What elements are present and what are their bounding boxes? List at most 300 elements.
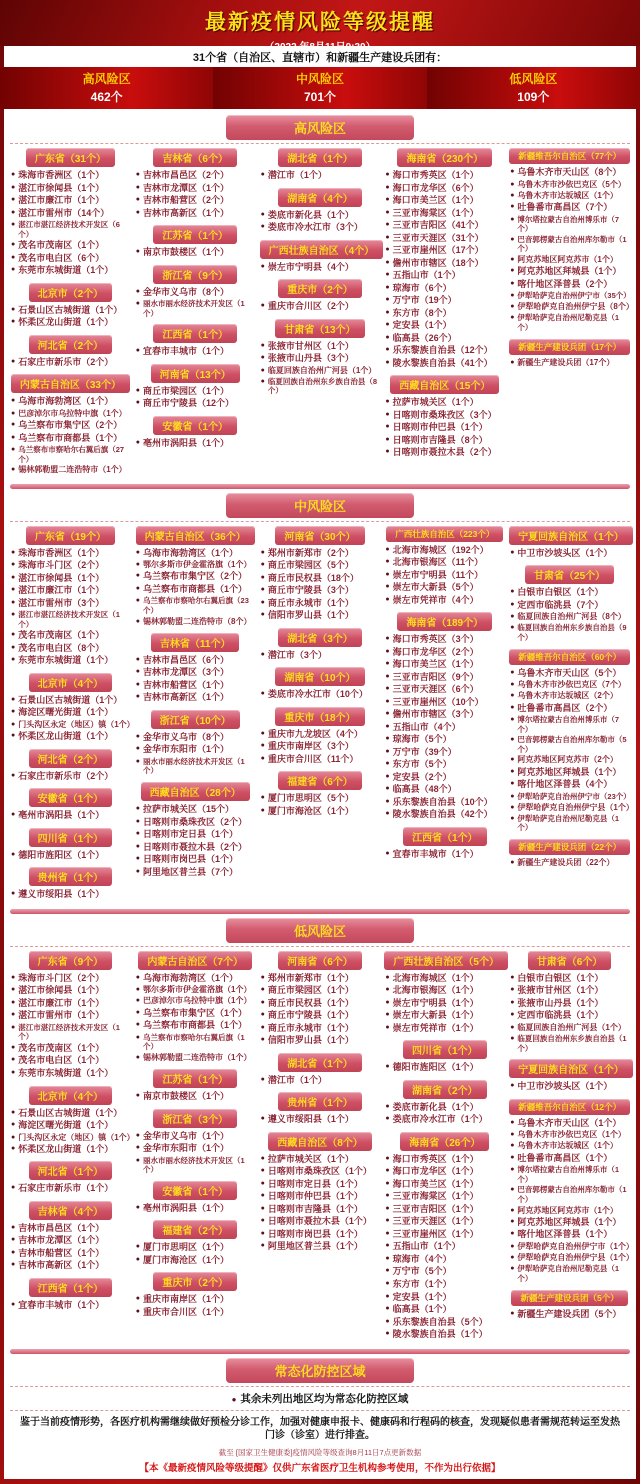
region-item-text: 伊犁哈萨克自治州伊宁县（1个） [517,802,634,812]
region-item-text: 三亚市崖州区（17个） [392,245,484,256]
bullet-icon: ● [260,1154,265,1162]
region-item [509,1241,634,1252]
bullet-icon: ● [260,1167,265,1175]
region-item [384,320,505,332]
region-item-text: 伊犁哈萨克自治州伊宁市（23个） [517,791,631,801]
region-item [384,1023,505,1035]
region-item-text: 三亚市天涯区（6个） [392,684,479,695]
region-item-text: 乌兰察布市商都县（1个） [143,1020,248,1031]
bullet-icon: ● [11,1121,16,1129]
region-item [10,1183,131,1195]
region-item-text: 崇左市宁明县（1个） [392,997,479,1008]
region-list [10,357,131,369]
province-group [260,771,381,817]
column [260,951,381,1347]
region-item [260,806,381,818]
region-item-text: 万宁市（39个） [392,746,457,757]
region-item-text: 宜春市丰城市（1个） [392,848,479,859]
province-group [260,628,381,662]
region-item [135,195,256,207]
region-item-text: 娄底市冷水江市（10个） [267,689,368,700]
region-item [10,208,131,220]
bullet-icon: ● [135,668,141,676]
region-item [10,445,131,464]
province-header: 福建省（2个） [153,1220,237,1239]
bullet-icon: ● [260,806,265,814]
column [509,951,634,1347]
province-group [509,148,634,333]
bullet-icon: ● [135,584,141,592]
region-item-text: 陵水黎族自治县（1个） [392,1329,488,1340]
bullet-icon: ● [135,1092,141,1100]
region-item [135,757,256,776]
header-banner [0,0,640,53]
bullet-icon: ● [510,1153,515,1161]
province-group [509,839,630,868]
bullet-icon: ● [11,573,16,581]
bullet-icon: ● [510,1118,515,1126]
region-item [384,447,505,459]
column [10,148,131,482]
region-item-text: 白银市白银区（1个） [517,587,604,598]
province-group [260,279,381,313]
region-item [384,973,505,985]
region-item [260,598,381,610]
bullet-icon: ● [510,668,515,676]
province-group [10,335,131,369]
region-list [10,850,131,862]
region-item-text: 拉萨市城关区（1个） [267,1153,354,1164]
bullet-icon: ● [260,1229,265,1237]
region-item [384,985,505,997]
region-item-text: 东莞市东城街道（1个） [18,655,114,666]
region-list [509,1309,630,1321]
province-group [384,148,505,369]
region-item-text: 娄底市冷水江市（3个） [267,222,363,233]
bullet-icon: ● [385,333,390,341]
bullet-icon: ● [385,1267,390,1275]
bullet-icon: ● [135,548,141,556]
bullet-icon: ● [385,1229,390,1237]
bullet-icon: ● [11,466,16,474]
column [260,148,381,482]
region-item-text: 乌海市海勃湾区（1个） [18,396,114,407]
region-item [384,709,505,721]
province-group [135,324,256,358]
region-item-text: 茂名市茂南区（1个） [18,1042,105,1053]
bullet-icon: ● [385,998,390,1006]
region-item [509,767,630,779]
region-item [509,548,630,560]
bullet-icon: ● [385,660,390,668]
bullet-icon: ● [11,446,16,454]
bullet-icon: ● [385,1279,390,1287]
bullet-icon: ● [510,314,515,322]
region-item-text: 珠海市斗门区（2个） [18,972,105,983]
region-item-text: 临夏回族自治州东乡族自治县（1个） [517,1034,627,1053]
bullet-icon: ● [510,548,515,556]
region-list [10,1300,131,1312]
region-list [10,548,131,667]
region-item-text: 石景山区古城街道（1个） [18,1107,123,1118]
region-item-text: 石家庄市新乐市（2个） [18,356,114,367]
region-item [384,582,505,594]
region-item-text: 珠海市斗门区（2个） [18,560,105,571]
province-header: 湖北省（1个） [278,1053,362,1072]
bullet-icon: ● [260,598,265,606]
region-item-text: 琼海市（5个） [392,734,452,745]
region-item-text: 万宁市（19个） [392,295,457,306]
region-item [260,585,381,597]
region-item-text: 北海市海城区（192个） [392,544,489,555]
bullet-icon: ● [510,267,515,275]
bullet-icon: ● [231,1394,237,1404]
province-header: 安徽省（1个） [29,788,113,807]
region-item-text: 日喀则市吉隆县（8个） [392,434,488,445]
bullet-icon: ● [11,1261,16,1269]
region-item [10,170,131,182]
bullet-icon: ● [385,986,390,994]
stat-count: 462个 [90,90,123,104]
region-item [260,1010,381,1022]
region-item [509,1264,630,1283]
region-item-text: 茂名市茂南区（1个） [18,630,105,641]
province-header: 湖南省（2个） [403,1080,487,1099]
bullet-icon: ● [260,1011,265,1019]
bullet-icon: ● [135,855,141,863]
region-list [10,973,131,1080]
bullet-icon: ● [135,183,141,191]
region-item-text: 湛江市雷州市（3个） [18,597,105,608]
province-header: 海南省（189个） [397,612,492,631]
region-item [260,1204,381,1216]
province-header: 新疆维吾尔自治区（60个） [509,649,630,665]
region-item [384,809,505,821]
province-group [135,710,256,776]
bullet-icon: ● [135,693,141,701]
region-item [384,1279,505,1291]
bullet-icon: ● [510,998,515,1006]
region-item-text: 遵义市绥阳县（1个） [18,889,105,900]
bullet-icon: ● [510,588,515,596]
region-item [509,215,630,234]
region-item-text: 湛江市徐闻县（1个） [18,985,105,996]
region-item-text: 茂名市电白区（6个） [18,252,105,263]
region-item [384,258,505,270]
region-item-text: 商丘市宁陵县（3个） [267,585,354,596]
region-item [509,735,630,754]
region-item-text: 琼海市（6个） [392,282,452,293]
region-item-text: 湛江市湛江经济技术开发区（6个） [18,220,120,239]
column [509,148,634,482]
bullet-icon: ● [385,296,390,304]
region-item [509,167,630,179]
region-list [135,548,256,627]
province-group [135,225,256,259]
bullet-icon: ● [510,859,515,867]
region-item [10,265,131,277]
province-group [509,565,630,642]
region-item-text: 宜春市丰城市（1个） [18,1299,105,1310]
bullet-icon: ● [385,545,390,553]
region-list [135,1203,256,1215]
province-header: 河北省（1个） [29,1161,113,1180]
region-item [10,985,131,997]
region-item [135,1242,256,1254]
region-item [135,170,256,182]
bullet-icon: ● [510,792,515,800]
column [384,148,505,482]
region-item-text: 临夏回族自治州东乡族自治县（8个） [267,376,377,396]
region-item [384,1229,505,1241]
region-item-text: 石景山区古城街道（1个） [18,304,123,315]
bullet-icon: ● [510,1023,515,1031]
province-header: 吉林省（4个） [29,1201,113,1220]
region-item-text: 湛江市廉江市（1个） [18,997,105,1008]
region-item [384,345,505,357]
region-item-text: 信阳市罗山县（1个） [267,1035,354,1046]
region-item-text: 三亚市吉阳区（9个） [392,671,479,682]
region-item [260,998,381,1010]
stat-count: 109个 [517,90,550,104]
region-item [135,617,256,627]
region-item-text: 日喀则市吉隆县（1个） [267,1203,363,1214]
province-header: 贵州省（1个） [278,1092,362,1111]
province-group [10,828,131,862]
region-item [384,1062,505,1074]
region-item-text: 怀柔区龙山街道（1个） [18,731,114,742]
region-item-text: 海口市龙华区（6个） [392,182,479,193]
bullet-icon: ● [135,1203,141,1211]
region-item [135,346,256,358]
region-item [10,731,131,743]
region-item-text: 厦门市思明区（1个） [143,1242,230,1253]
province-header: 西藏自治区（8个） [268,1132,372,1151]
region-list [135,287,256,319]
bullet-icon: ● [385,346,390,354]
region-item-text: 南京市鼓楼区（1个） [143,247,230,258]
bullet-icon: ● [135,1053,141,1061]
region-item [135,548,256,560]
province-header: 海南省（230个） [397,148,492,167]
region-item [135,732,256,744]
risk-sections [10,115,634,1354]
region-item [10,1023,131,1042]
bullet-icon: ● [11,1133,16,1141]
province-group [10,148,131,277]
stat-cell [213,67,426,109]
region-item-text: 湛江市雷州市（1个） [18,1010,105,1021]
region-item-text: 东莞市东城街道（1个） [18,1067,114,1078]
region-item-text: 博尔塔拉蒙古自治州博乐市（7个） [517,214,620,234]
province-header: 浙江省（3个） [153,1109,237,1128]
region-item-text: 东方市（8个） [392,307,452,318]
bullet-icon: ● [11,732,16,740]
bullet-icon: ● [135,986,141,994]
region-item-text: 崇左市宁明县（4个） [267,261,354,272]
stat-cell [427,67,640,109]
bullet-icon: ● [385,747,390,755]
region-item-text: 崇左市大新县（5个） [392,582,479,593]
bullet-icon: ● [11,253,16,261]
province-group [135,633,256,704]
region-item [384,397,505,409]
bullet-icon: ● [11,611,16,619]
region-item-text: 商丘市永城市（1个） [267,597,354,608]
bullet-icon: ● [11,208,16,216]
region-item-text: 金华市东阳市（1个） [143,744,230,755]
province-header: 安徽省（1个） [153,416,237,435]
province-header: 重庆市（2个） [278,279,362,298]
region-list [509,587,630,642]
region-item [384,759,505,771]
region-item-text: 伊犁哈萨克自治州伊宁市（35个） [517,291,631,301]
region-item-text: 石景山区古城街道（1个） [18,694,123,705]
region-item-text: 临高县（26个） [392,332,457,343]
region-item-text: 乌兰察布市商都县（1个） [143,583,248,594]
province-group [10,749,131,783]
bullet-icon: ● [135,745,141,753]
region-list [135,1242,256,1266]
province-group [135,265,256,319]
region-item-text: 日喀则市聂拉木县（2个） [143,841,248,852]
region-item [10,598,131,610]
bullet-icon: ● [135,438,141,446]
region-item [135,584,256,596]
region-item-text: 吉林市昌邑区（2个） [143,170,230,180]
region-item [10,220,131,239]
bullet-icon: ● [260,561,265,569]
bullet-icon: ● [260,754,265,762]
region-item-text: 郑州市新郑市（1个） [267,972,354,983]
region-item-text: 湛江市廉江市（1个） [18,195,105,206]
region-list [260,341,381,396]
region-item [509,802,634,813]
region-item-text: 白银市白银区（1个） [517,972,604,983]
region-list [10,810,131,822]
region-item [135,287,256,299]
region-item [384,295,505,307]
region-item [260,1191,381,1203]
bullet-icon: ● [135,399,141,407]
bullet-icon: ● [510,279,515,287]
region-item [260,1023,381,1035]
region-item [10,396,131,408]
region-item [135,817,256,829]
region-item [135,1091,256,1103]
province-group [135,1069,256,1103]
region-item [384,195,505,207]
region-item-text: 日喀则市仲巴县（1个） [392,422,488,433]
region-item-text: 商丘市梁园区（1个） [267,985,354,996]
province-group [384,951,505,1035]
region-item-text: 日喀则市岗巴县（1个） [143,854,239,865]
region-item [10,183,131,195]
province-group [10,788,131,822]
region-item [509,668,630,680]
province-group [10,374,131,475]
bullet-icon: ● [385,1254,390,1262]
region-item-text: 门头沟区永定（地区）镇（1个） [18,1132,135,1142]
province-header: 重庆市（18个） [275,707,364,726]
province-header: 海南省（26个） [400,1132,489,1151]
province-group [260,667,381,701]
region-item-text: 五指山市（4个） [392,721,461,732]
bullet-icon: ● [385,1102,390,1110]
region-item [384,1292,505,1304]
region-list [135,386,256,410]
bullet-icon: ● [510,692,515,700]
region-list [135,1091,256,1103]
bullet-icon: ● [385,570,390,578]
section-columns [10,143,634,482]
bullet-icon: ● [385,258,390,266]
stats-bar [0,67,640,109]
region-list [384,849,505,861]
province-header: 宁夏回族自治区（1个） [509,526,633,545]
bullet-icon: ● [135,347,141,355]
region-item [260,1114,381,1126]
normalized-note [10,1386,630,1411]
bullet-icon: ● [385,448,390,456]
region-item-text: 重庆市九龙坡区（4个） [267,728,363,739]
region-item [10,195,131,207]
region-item-text: 海淀区曙光街道（1个） [18,707,114,718]
bullet-icon: ● [135,1243,141,1251]
region-item-text: 崇左市宁明县（11个） [392,569,484,580]
region-item-text: 重庆市南岸区（3个） [267,741,354,752]
region-item [10,433,131,445]
region-item-text: 东方市（1个） [392,1278,452,1289]
region-item [260,1035,381,1047]
province-group [384,1132,505,1341]
region-item-text: 崇左市凭祥市（1个） [392,1022,479,1033]
province-header: 甘肃省（13个） [275,319,364,338]
bullet-icon: ● [385,973,390,981]
bullet-icon: ● [11,357,16,365]
region-item-text: 乐东黎族自治县（10个） [392,796,493,807]
region-item-text: 喀什地区泽普县（4个） [517,779,613,790]
region-list [260,729,381,766]
province-header: 吉林省（11个） [151,633,240,652]
region-item-text: 吉林市船营区（2个） [143,195,230,206]
province-header: 吉林省（6个） [153,148,237,167]
region-list [509,358,630,368]
region-list [384,545,505,607]
region-item [135,1156,256,1175]
bullet-icon: ● [11,890,16,898]
bullet-icon: ● [11,998,16,1006]
bullet-icon: ● [510,1082,515,1090]
bullet-icon: ● [11,318,16,326]
region-item-text: 湛江市徐闻县（1个） [18,182,105,193]
region-list [260,262,381,274]
region-item [135,655,256,667]
province-header: 河北省（2个） [29,749,113,768]
province-header: 广西壮族自治区（5个） [384,951,508,970]
region-item-text: 乌鲁木齐市达坂城区（1个） [517,190,618,200]
region-item-text: 湛江市廉江市（1个） [18,585,105,596]
region-item [509,623,630,642]
province-header: 新疆维吾尔自治区（12个） [509,1099,630,1115]
region-item-text: 日喀则市聂拉木县（2个） [392,447,497,458]
region-item [10,240,131,252]
region-item [10,707,131,719]
region-item-text: 南京市鼓楼区（1个） [143,1091,230,1102]
province-header: 北京市（4个） [29,1086,113,1105]
province-header: 河南省（30个） [275,526,364,545]
region-item [10,1260,131,1272]
